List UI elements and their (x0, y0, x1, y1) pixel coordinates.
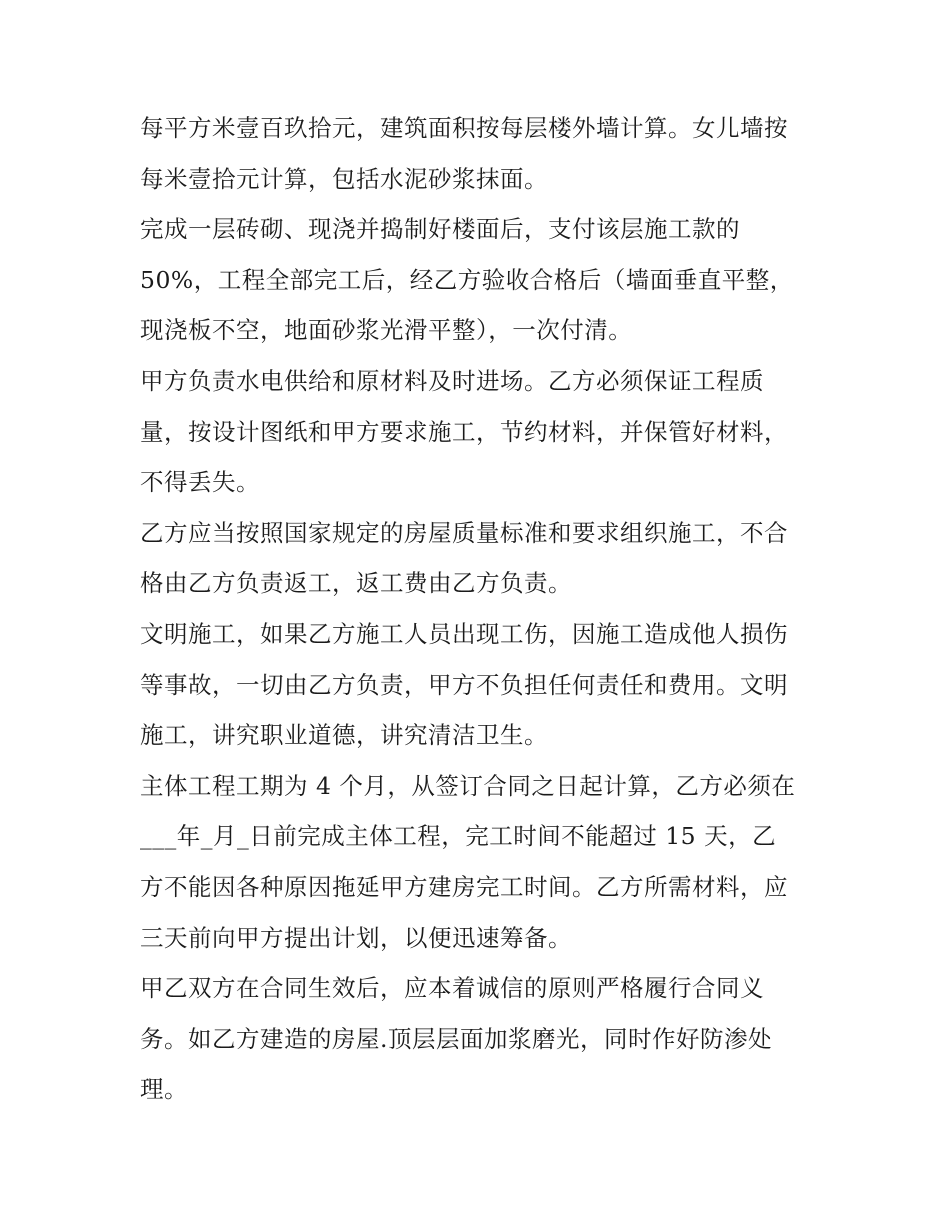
text-line: 务。如乙方建造的房屋.顶层层面加浆磨光，同时作好防渗处 (140, 1024, 772, 1053)
text-line: 理。 (140, 1075, 188, 1104)
text-line: 完成一层砖砌、现浇并捣制好楼面后，支付该层施工款的 (140, 215, 740, 244)
paragraph-payment-rate (140, 103, 820, 204)
text-line: 格由乙方负责返工，返工费由乙方负责。 (140, 569, 572, 598)
paragraph-good-faith (140, 963, 820, 1115)
text-line: 文明施工，如果乙方施工人员出现工伤，因施工造成他人损伤 (140, 619, 788, 648)
paragraph-materials (140, 356, 820, 508)
paragraph-safety (140, 609, 820, 761)
text-line: 方不能因各种原因拖延甲方建房完工时间。乙方所需材料，应 (140, 872, 788, 901)
paragraph-payment-schedule (140, 204, 820, 356)
text-line: 50%，工程全部完工后，经乙方验收合格后（墙面垂直平整， (140, 265, 794, 294)
text-line: 量，按设计图纸和甲方要求施工，节约材料，并保管好材料， (140, 417, 788, 446)
text-line: 每米壹拾元计算，包括水泥砂浆抹面。 (140, 164, 548, 193)
text-line: 不得丢失。 (140, 468, 260, 497)
text-line: 乙方应当按照国家规定的房屋质量标准和要求组织施工，不合 (140, 518, 788, 547)
text-line: 现浇板不空，地面砂浆光滑平整），一次付清。 (140, 316, 633, 345)
text-line: 主体工程工期为 4 个月，从签订合同之日起计算，乙方必须在 (140, 771, 796, 800)
text-line: 甲方负责水电供给和原材料及时进场。乙方必须保证工程质 (140, 366, 764, 395)
text-line: 三天前向甲方提出计划，以便迅速筹备。 (140, 923, 572, 952)
text-line: 每平方米壹百玖拾元，建筑面积按每层楼外墙计算。女儿墙按 (140, 114, 788, 142)
text-line: 施工，讲究职业道德，讲究清洁卫生。 (140, 721, 548, 750)
text-line: ___年_月_日前完成主体工程，完工时间不能超过 15 天，乙 (140, 822, 777, 851)
text-line: 甲乙双方在合同生效后，应本着诚信的原则严格履行合同义 (140, 974, 764, 1003)
paragraph-quality-standard (140, 508, 820, 609)
paragraph-schedule (140, 761, 820, 963)
text-line: 等事故，一切由乙方负责，甲方不负担任何责任和费用。文明 (140, 670, 788, 699)
document-body (140, 103, 820, 1115)
